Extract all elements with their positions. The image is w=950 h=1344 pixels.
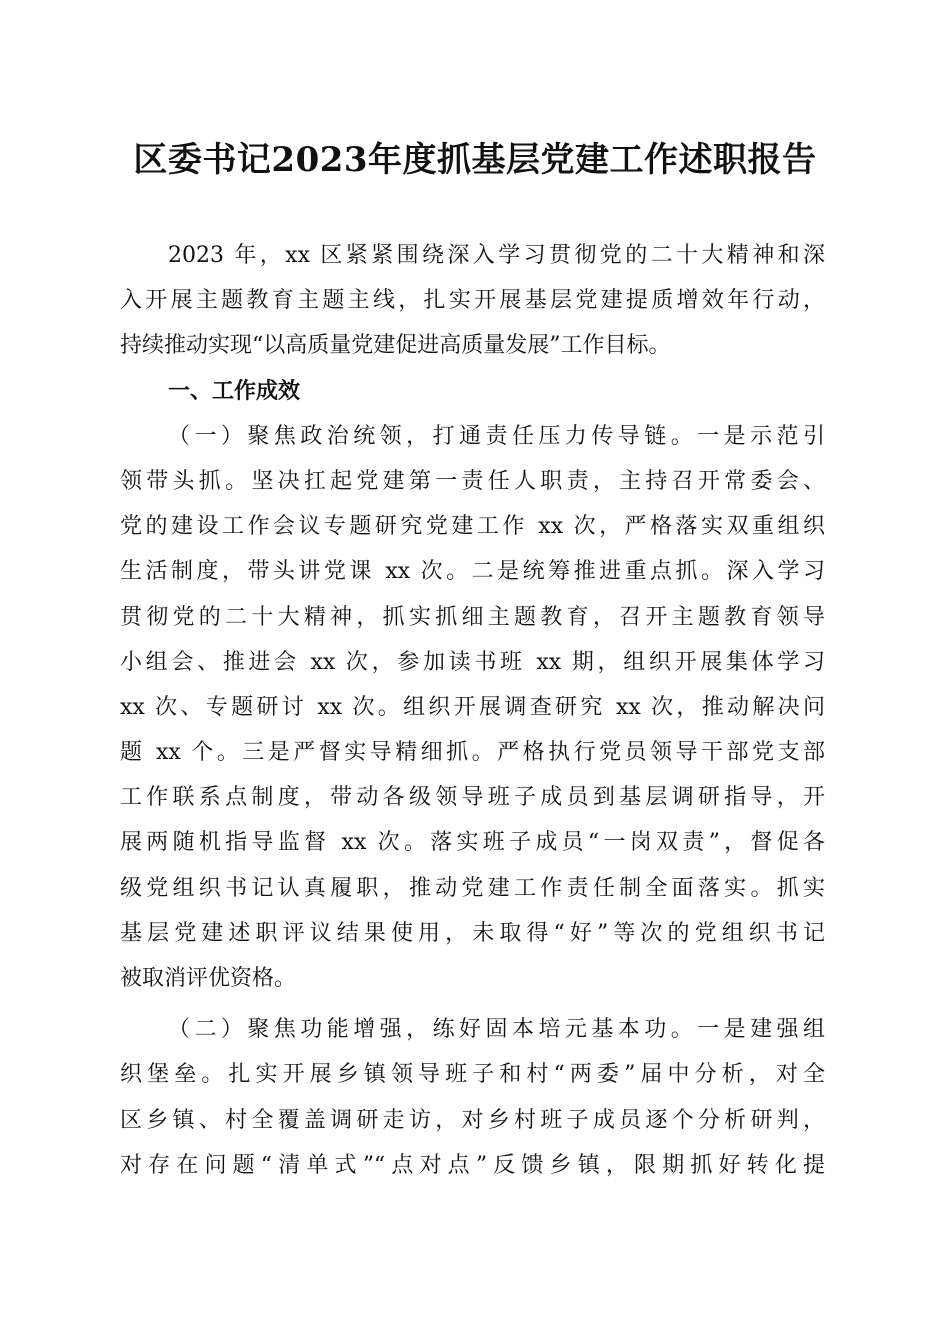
paragraph-line: 对存在问题“清单式”“点对点”反馈乡镇，限期抓好转化提 (120, 1152, 825, 1178)
paragraph-line: 领带头抓。坚决扛起党建第一责任人职责，主持召开常委会、 (120, 468, 825, 494)
document-title: 区委书记2023年度抓基层党建工作述职报告 (133, 140, 817, 180)
paragraph-line: 展两随机指导监督 xx 次。落实班子成员“一岗双责”，督促各 (120, 830, 825, 856)
paragraph-line: 党的建设工作会议专题研究党建工作 xx 次，严格落实双重组织 (120, 514, 825, 540)
paragraph-line: 题 xx 个。三是严督实导精细抓。严格执行党员领导干部党支部 (120, 740, 825, 766)
intro-line: 持续推动实现“以高质量党建促进高质量发展”工作目标。 (120, 333, 671, 359)
paragraph-line: （二）聚焦功能增强，练好固本培元基本功。一是建强组 (168, 1017, 825, 1043)
paragraph-line: 织堡垒。扎实开展乡镇领导班子和村“两委”届中分析，对全 (120, 1062, 825, 1088)
paragraph-line: （一）聚焦政治统领，打通责任压力传导链。一是示范引 (168, 423, 825, 449)
paragraph-line: xx 次、专题研讨 xx 次。组织开展调查研究 xx 次，推动解决问 (120, 694, 825, 720)
paragraph-line: 生活制度，带头讲党课 xx 次。二是统筹推进重点抓。深入学习 (120, 559, 825, 585)
paragraph-line: 工作联系点制度，带动各级领导班子成员到基层调研指导，开 (120, 785, 825, 811)
paragraph-line: 级党组织书记认真履职，推动党建工作责任制全面落实。抓实 (120, 875, 825, 901)
paragraph-line: 贯彻党的二十大精神，抓实抓细主题教育，召开主题教育领导 (120, 604, 825, 630)
paragraph-line: 区乡镇、村全覆盖调研走访，对乡村班子成员逐个分析研判， (120, 1107, 825, 1133)
section-heading: 一、工作成效 (168, 378, 301, 404)
paragraph-line: 被取消评优资格。 (120, 966, 297, 991)
intro-line: 2023 年，xx 区紧紧围绕深入学习贯彻党的二十大精神和深 (168, 243, 825, 268)
paragraph-line: 小组会、推进会 xx 次，参加读书班 xx 期，组织开展集体学习 (120, 649, 825, 675)
paragraph-line: 基层党建述职评议结果使用，未取得“好”等次的党组织书记 (120, 920, 825, 946)
document-body (120, 233, 825, 1188)
intro-line: 入开展主题教育主题主线，扎实开展基层党建提质增效年行动， (120, 288, 825, 314)
